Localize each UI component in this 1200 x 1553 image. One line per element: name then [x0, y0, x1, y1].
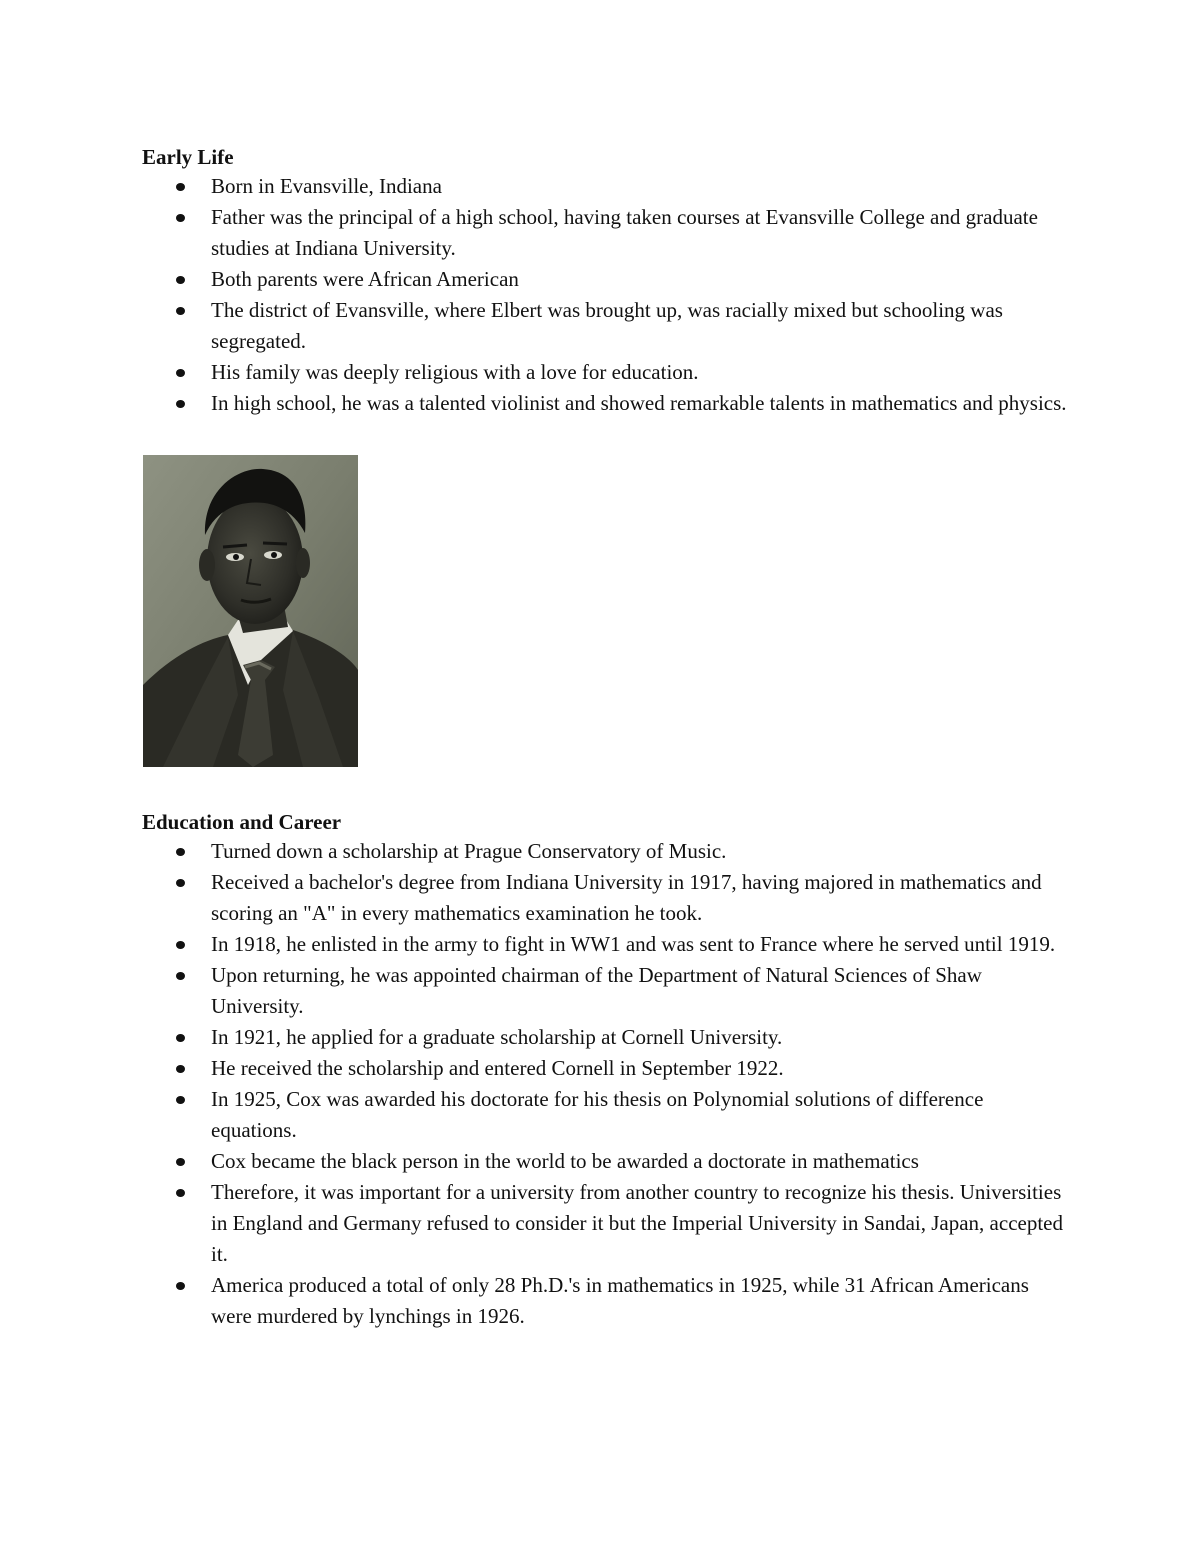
list-item: [142, 1022, 1072, 1053]
bullet-icon: [176, 214, 185, 222]
list-item-text: His family was deeply religious with a love for education.: [211, 360, 699, 384]
bullet-icon: [176, 1158, 185, 1166]
list-item: [142, 1146, 1072, 1177]
bullet-icon: [176, 972, 185, 980]
bullet-icon: [176, 1065, 185, 1073]
list-item: [142, 1053, 1072, 1084]
list-item-text: Both parents were African American: [211, 267, 519, 291]
list-item-text: Therefore, it was important for a university from another country to recognize his thesis. Universities in England and Germany refused to consider it but the Imperial University in Sandai, Japan, accepted it.: [211, 1180, 1063, 1266]
bullet-icon: [176, 369, 185, 377]
bullet-icon: [176, 183, 185, 191]
list-item-text: The district of Evansville, where Elbert was brought up, was racially mixed but schooling was segregated.: [211, 298, 1003, 353]
list-item: [142, 1084, 1072, 1146]
list-item-text: He received the scholarship and entered Cornell in September 1922.: [211, 1056, 784, 1080]
bullet-icon: [176, 276, 185, 284]
list-item: [142, 295, 1072, 357]
list-item-text: In 1925, Cox was awarded his doctorate for his thesis on Polynomial solutions of difference equations.: [211, 1087, 984, 1142]
list-item: [142, 929, 1072, 960]
list-item: [142, 836, 1072, 867]
portrait-photo: [143, 455, 358, 767]
list-item: [142, 388, 1072, 419]
education-career-list: [142, 836, 1072, 1332]
list-item: [142, 1270, 1072, 1332]
list-item-text: In high school, he was a talented violinist and showed remarkable talents in mathematics and physics.: [211, 391, 1067, 415]
list-item: [142, 171, 1072, 202]
list-item: [142, 357, 1072, 388]
list-item-text: Father was the principal of a high school, having taken courses at Evansville College and graduate studies at Indiana University.: [211, 205, 1038, 260]
bullet-icon: [176, 879, 185, 887]
education-career-heading: Education and Career: [142, 810, 342, 834]
list-item-text: Cox became the black person in the world to be awarded a doctorate in mathematics: [211, 1149, 919, 1173]
education-career-section: [142, 808, 1072, 1332]
list-item-text: Upon returning, he was appointed chairman of the Department of Natural Sciences of Shaw University.: [211, 963, 982, 1018]
early-life-section: [142, 143, 1072, 419]
bullet-icon: [176, 1034, 185, 1042]
list-item: [142, 1177, 1072, 1270]
bullet-icon: [176, 941, 185, 949]
list-item-text: Born in Evansville, Indiana: [211, 174, 442, 198]
list-item: [142, 264, 1072, 295]
bullet-icon: [176, 848, 185, 856]
early-life-heading: Early Life: [142, 145, 234, 169]
list-item-text: In 1921, he applied for a graduate scholarship at Cornell University.: [211, 1025, 783, 1049]
bullet-icon: [176, 1189, 185, 1197]
list-item: [142, 960, 1072, 1022]
list-item-text: America produced a total of only 28 Ph.D.'s in mathematics in 1925, while 31 African Americans were murdered by lynchings in 1926.: [211, 1273, 1029, 1328]
bullet-icon: [176, 1282, 185, 1290]
list-item-text: In 1918, he enlisted in the army to fight in WW1 and was sent to France where he served until 1919.: [211, 932, 1056, 956]
list-item-text: Received a bachelor's degree from Indiana University in 1917, having majored in mathematics and scoring an "A" in every mathematics examination he took.: [211, 870, 1042, 925]
list-item-text: Turned down a scholarship at Prague Conservatory of Music.: [211, 839, 727, 863]
bullet-icon: [176, 307, 185, 315]
bullet-icon: [176, 400, 185, 408]
list-item: [142, 867, 1072, 929]
bullet-icon: [176, 1096, 185, 1104]
early-life-list: [142, 171, 1072, 419]
list-item: [142, 202, 1072, 264]
